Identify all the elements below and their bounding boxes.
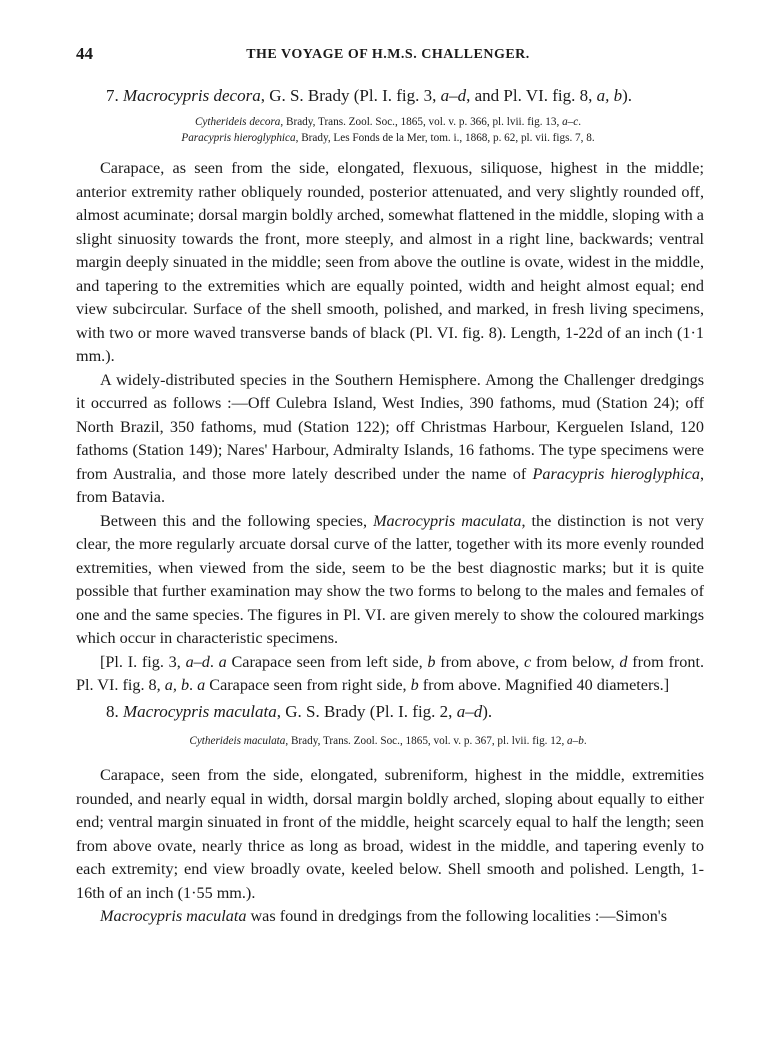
paragraph-text: . — [189, 676, 198, 694]
synonym-name: Paracypris hieroglyphica — [181, 132, 296, 144]
species-author: , G. S. Brady (Pl. I. fig. 2, — [276, 702, 457, 721]
heading-text: ). — [622, 86, 633, 105]
description-paragraph: Carapace, as seen from the side, elongated, flexuous, siliquose, highest in the middle; anterior extremity rather obliquely rounded, posterior attenuated, and very slightly rounded off, almost acuminate; dorsal margin boldly arched, somewhat flattened in the middle, sloping with a slight sinuosity towards the front, more steeply, and almost in a right line, backwards; ventral margin deeply sinuated in the middle; seen from above the outline is ovate, widest in the middle, and tapering to the extremities which are equally pointed, width and height almost equal; end view subcircular. Surface of the shell smooth, polished, and marked, in fresh living specimens, with two or more waved transverse bands of black (Pl. VI. fig. 8). Length, 1-22d of an inch (1·1 mm.). — [76, 159, 704, 365]
synonym-line — [0, 735, 776, 747]
description-paragraph: Carapace, seen from the side, elongated, subreniform, highest in the middle, extremities rounded, and nearly equal in width, dorsal margin boldly arched, sloping about equally to either end; ventral margin sinuated in front of the middle, height scarcely equal to half the length; seen from above ovate, nearly thrice as long as broad, widest in the middle, and tapering evenly to each extremity; end view broadly ovate, keeled below. Shell smooth and polished. Length, 1-16th of an inch (1·55 mm.). — [76, 766, 704, 902]
species-name: Paracypris hieroglyphica — [532, 464, 700, 483]
species-name: Macrocypris decora — [123, 86, 261, 105]
paragraph-text: Carapace seen from left side, — [226, 652, 428, 671]
synonym-name: Cytherideis maculata — [189, 735, 286, 747]
figure-ref: b — [410, 676, 419, 694]
synonym-figure: a–b — [567, 735, 584, 747]
figure-ref: a–d — [185, 652, 210, 671]
paragraph-text: A widely-distributed species in the Southern Hemisphere. Among the Challenger dredgings it occurred as follows :—Off Culebra Island, West Indies, 390 fathoms, mud (Station 24); off North Brazil, 350 fathoms, mud (Station 122); off Christmas Harbour, Kerguelen Island, 120 fathoms (Station 149); Nares' Harbour, Admiralty Islands, 16 fathoms. The type specimens were from Australia, and those more lately described under the name of — [76, 370, 704, 483]
species-name: Macrocypris maculata — [373, 511, 522, 530]
figure-ref: c — [523, 652, 532, 671]
paragraph-text: [Pl. I. fig. 3, — [100, 652, 186, 671]
species-8-heading — [106, 702, 492, 722]
paragraph-text: from above, — [435, 652, 524, 671]
paragraph-text: , from Batavia. — [76, 464, 704, 506]
paragraph-text: Carapace seen from right side, — [205, 676, 411, 694]
figure-ref: a — [197, 676, 206, 694]
synonym-figure: a–c — [562, 116, 579, 128]
heading-text: , and Pl. VI. fig. 8, — [466, 86, 597, 105]
figure-ref: a–d — [456, 702, 483, 721]
distribution-paragraph — [76, 369, 704, 510]
paragraph-text: from below, — [531, 652, 620, 671]
synonym-end: . — [583, 735, 587, 747]
species-number: 7. — [106, 86, 119, 105]
synonym-line — [0, 132, 776, 144]
page-number: 44 — [76, 44, 93, 63]
figure-ref: a, b — [164, 676, 190, 694]
species-7-body — [76, 157, 704, 698]
synonym-reference: , Brady, Trans. Zool. Soc., 1865, vol. v. p. 366, pl. lvii. fig. 13, — [280, 116, 563, 128]
plate-explanation — [76, 651, 704, 698]
figure-ref: a, b — [596, 86, 623, 105]
paragraph-text: . — [209, 652, 219, 671]
species-name: Macrocypris maculata — [123, 702, 277, 721]
figure-ref: a — [218, 652, 227, 671]
distribution-paragraph — [76, 905, 704, 929]
paragraph-text: Between this and the following species, — [100, 511, 374, 530]
species-name: Macrocypris maculata — [100, 907, 247, 925]
species-number: 8. — [106, 702, 119, 721]
paragraph-text: was found in dredgings from the following localities :—Simon's — [246, 907, 668, 925]
running-title: THE VOYAGE OF H.M.S. CHALLENGER. — [246, 47, 530, 62]
species-7-heading — [106, 86, 632, 106]
paragraph-text: from front. Pl. VI. fig. 8, — [76, 652, 705, 694]
paragraph-text: , the distinction is not very clear, the more regularly arcuate dorsal curve of the latter, together with its more evenly rounded extremities, when viewed from the side, seem to be the best diagnostic marks; but it is quite possible that further examination may show the two forms to belong to the males and females of one and the same species. The figures in Pl. VI. are given merely to show the coloured markings which occur in characteristic specimens. — [76, 511, 704, 647]
paragraph-text: from above. Magnified 40 diameters.] — [418, 676, 670, 694]
heading-text: ). — [482, 702, 493, 721]
figure-ref: b — [427, 652, 436, 671]
synonym-reference: , Brady, Les Fonds de la Mer, tom. i., 1868, p. 62, pl. vii. figs. 7, 8. — [295, 132, 595, 144]
synonym-line — [0, 116, 776, 128]
synonym-end: . — [578, 116, 582, 128]
figure-ref: a–d — [440, 86, 467, 105]
species-author: , G. S. Brady (Pl. I. fig. 3, — [260, 86, 441, 105]
synonym-name: Cytherideis decora — [194, 116, 281, 128]
figure-ref: d — [619, 652, 628, 671]
synonym-reference: , Brady, Trans. Zool. Soc., 1865, vol. v. p. 367, pl. lvii. fig. 12, — [285, 735, 568, 747]
species-8-body — [76, 764, 704, 929]
comparison-paragraph — [76, 510, 704, 651]
